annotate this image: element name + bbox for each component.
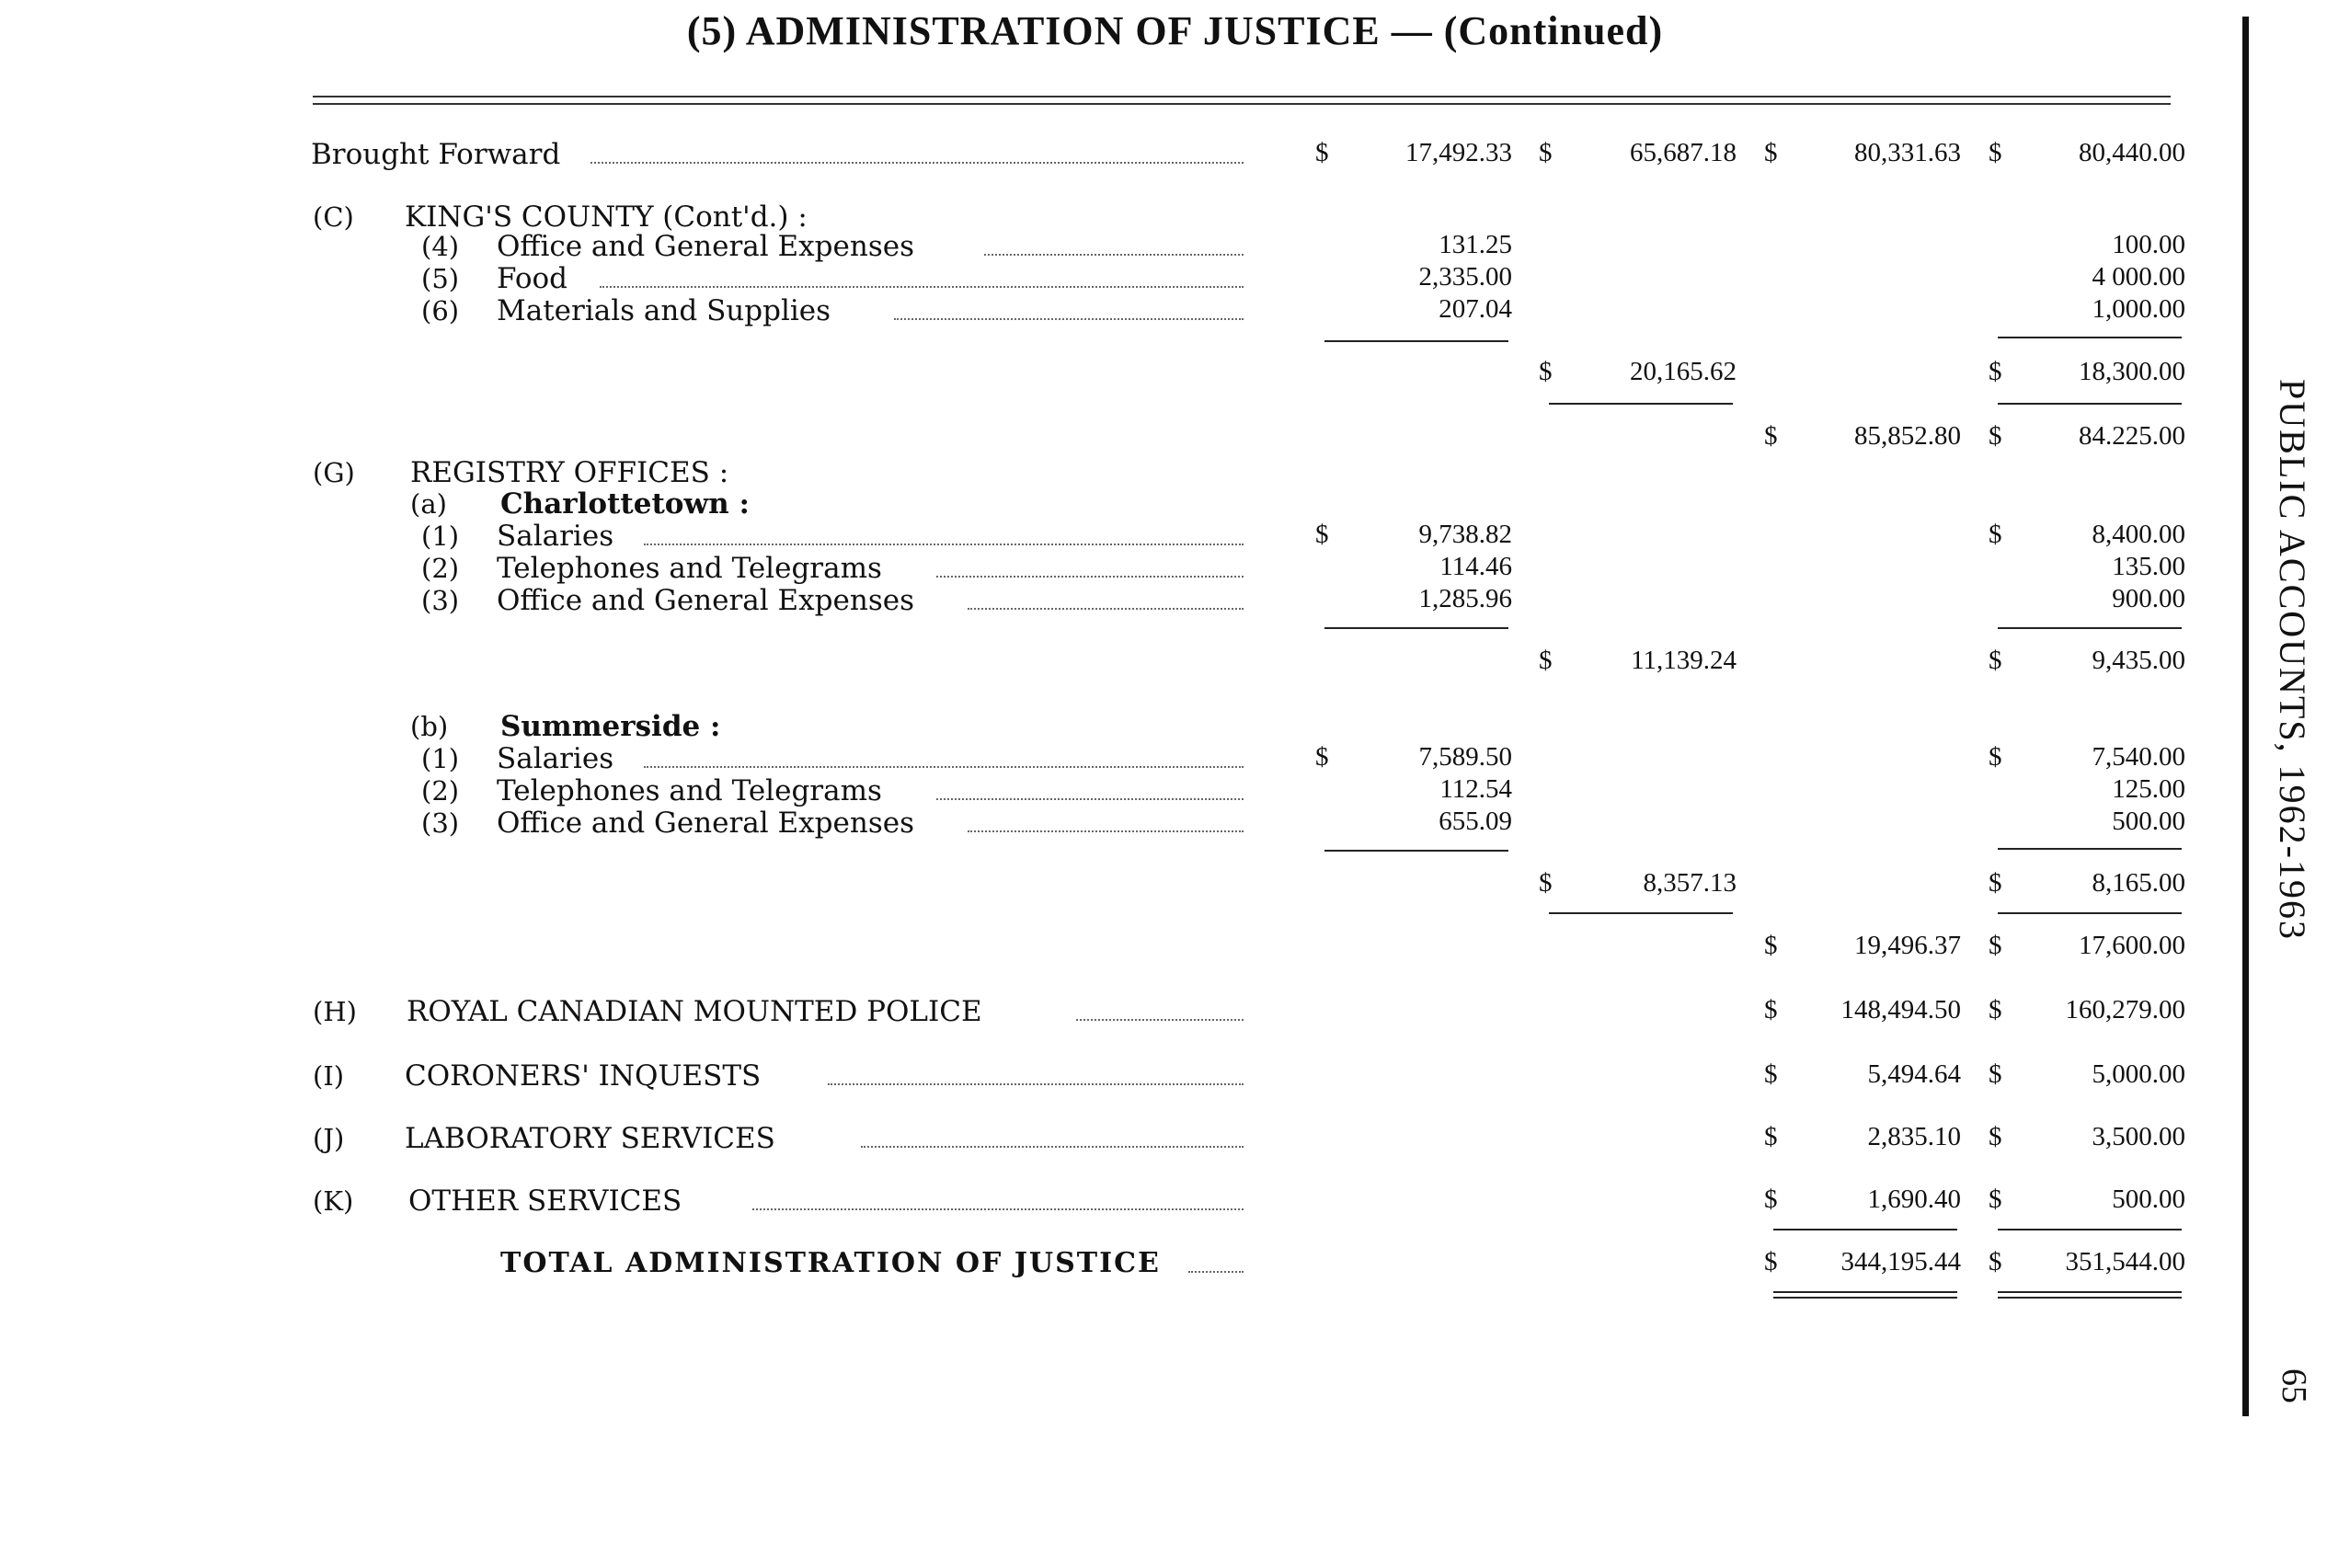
subtotal-estimate: 8,165.00 (2092, 868, 2185, 898)
section-total-estimate: 5,000.00 (2092, 1059, 2185, 1089)
estimate-value: 100.00 (2112, 230, 2185, 259)
brought-forward-col4: 80,440.00 (2079, 138, 2185, 167)
subtotal-rule (1324, 340, 1508, 342)
currency-sign: $ (1764, 931, 1778, 960)
section-code: (G) (313, 457, 355, 488)
dot-leader (1188, 1271, 1244, 1273)
estimate-value: 500.00 (2112, 807, 2185, 836)
estimate-value: 8,400.00 (2092, 520, 2185, 549)
dot-leader (752, 1208, 1244, 1210)
currency-sign: $ (1989, 138, 2002, 167)
subtotal-rule (1324, 850, 1508, 852)
currency-sign: $ (1539, 646, 1553, 675)
section-code: (K) (313, 1185, 354, 1217)
section-total-estimate: 500.00 (2112, 1185, 2185, 1214)
section-total: 2,835.10 (1867, 1122, 1961, 1151)
dot-leader (936, 576, 1244, 578)
item-code: (3) (421, 585, 460, 616)
currency-sign: $ (1989, 1247, 2002, 1276)
page-number: 65 (2275, 1368, 2313, 1403)
subsection-code: (a) (410, 488, 447, 520)
item-label: Materials and Supplies (497, 294, 831, 327)
section-heading: LABORATORY SERVICES (405, 1122, 775, 1155)
currency-sign: $ (1989, 995, 2002, 1024)
expended-value: 207.04 (1439, 294, 1512, 324)
side-running-title: PUBLIC ACCOUNTS, 1962-1963 (2272, 379, 2313, 941)
item-label: Office and General Expenses (497, 807, 914, 840)
subtotal-rule (1998, 337, 2182, 338)
currency-sign: $ (1764, 995, 1778, 1024)
currency-sign: $ (1539, 357, 1553, 386)
section-code: (C) (313, 201, 354, 233)
expended-value: 9,738.82 (1418, 520, 1512, 549)
expended-value: 114.46 (1439, 552, 1512, 581)
total-rule (1549, 912, 1733, 914)
expended-value: 112.54 (1439, 774, 1512, 804)
currency-sign: $ (1989, 646, 2002, 675)
currency-sign: $ (1989, 868, 2002, 898)
currency-sign: $ (1315, 138, 1329, 167)
dot-leader (861, 1146, 1244, 1148)
brought-forward-col3: 80,331.63 (1854, 138, 1961, 167)
section-total: 5,494.64 (1867, 1059, 1961, 1089)
currency-sign: $ (1989, 931, 2002, 960)
dot-leader (968, 608, 1244, 610)
section-total: 148,494.50 (1840, 995, 1961, 1024)
estimate-value: 900.00 (2112, 584, 2185, 613)
header-rule (313, 96, 2171, 97)
currency-sign: $ (1315, 742, 1329, 772)
expended-value: 655.09 (1439, 807, 1512, 836)
section-heading: KING'S COUNTY (Cont'd.) : (405, 200, 808, 234)
subtotal-estimate: 18,300.00 (2079, 357, 2185, 386)
currency-sign: $ (1764, 1247, 1778, 1276)
subsection-heading: Charlottetown : (500, 487, 750, 521)
margin-bar (2242, 17, 2249, 1416)
section-heading: CORONERS' INQUESTS (405, 1059, 762, 1093)
item-code: (2) (421, 553, 460, 584)
estimate-value: 135.00 (2112, 552, 2185, 581)
dot-leader (968, 830, 1244, 832)
dot-leader (894, 318, 1244, 320)
section-heading: OTHER SERVICES (408, 1185, 682, 1218)
item-code: (4) (421, 231, 460, 262)
dot-leader (936, 798, 1244, 800)
subsection-code: (b) (410, 711, 449, 742)
currency-sign: $ (1764, 421, 1778, 451)
header-rule (313, 103, 2171, 105)
item-code: (3) (421, 807, 460, 839)
subtotal-estimate: 9,435.00 (2092, 646, 2185, 675)
double-rule (1998, 1291, 2182, 1299)
currency-sign: $ (1764, 1059, 1778, 1089)
item-label: Telephones and Telegrams (497, 774, 882, 807)
currency-sign: $ (1764, 1122, 1778, 1151)
subtotal-rule (1998, 848, 2182, 850)
dot-leader (600, 286, 1244, 288)
grand-total-label: TOTAL ADMINISTRATION OF JUSTICE (500, 1247, 1161, 1279)
currency-sign: $ (1315, 520, 1329, 549)
currency-sign: $ (1764, 1185, 1778, 1214)
estimate-value: 7,540.00 (2092, 742, 2185, 772)
subtotal-value: 20,165.62 (1630, 357, 1737, 386)
item-label: Food (497, 262, 567, 295)
item-code: (2) (421, 775, 460, 807)
dot-leader (590, 162, 1244, 164)
item-label: Salaries (497, 520, 614, 553)
currency-sign: $ (1539, 138, 1553, 167)
grand-total-estimate: 351,544.00 (2065, 1247, 2185, 1276)
estimate-value: 125.00 (2112, 774, 2185, 804)
section-heading: ROYAL CANADIAN MOUNTED POLICE (407, 995, 982, 1028)
section-total-estimate: 160,279.00 (2065, 995, 2185, 1024)
section-total: 1,690.40 (1867, 1185, 1961, 1214)
section-heading: REGISTRY OFFICES : (410, 456, 729, 489)
double-rule (1773, 1291, 1957, 1299)
subsection-heading: Summerside : (500, 710, 721, 743)
section-total-estimate: 17,600.00 (2079, 931, 2185, 960)
dot-leader (1076, 1019, 1244, 1021)
expended-value: 1,285.96 (1418, 584, 1512, 613)
dot-leader (644, 544, 1244, 545)
item-code: (1) (421, 743, 460, 774)
section-total: 19,496.37 (1854, 931, 1961, 960)
total-rule (1998, 912, 2182, 914)
estimate-value: 1,000.00 (2092, 294, 2185, 324)
currency-sign: $ (1989, 357, 2002, 386)
currency-sign: $ (1539, 868, 1553, 898)
subtotal-rule (1324, 627, 1508, 629)
brought-forward-col1: 17,492.33 (1405, 138, 1512, 167)
subtotal-value: 8,357.13 (1643, 868, 1737, 898)
dot-leader (644, 766, 1244, 768)
dot-leader (828, 1083, 1244, 1085)
currency-sign: $ (1764, 138, 1778, 167)
item-label: Telephones and Telegrams (497, 552, 882, 585)
section-total: 85,852.80 (1854, 421, 1961, 451)
item-code: (1) (421, 521, 460, 552)
section-code: (J) (313, 1123, 345, 1154)
currency-sign: $ (1989, 1185, 2002, 1214)
total-rule (1773, 1229, 1957, 1230)
subtotal-rule (1998, 627, 2182, 629)
currency-sign: $ (1989, 1059, 2002, 1089)
item-code: (6) (421, 295, 460, 326)
currency-sign: $ (1989, 1122, 2002, 1151)
brought-forward-label: Brought Forward (311, 138, 561, 171)
section-code: (I) (313, 1060, 345, 1092)
grand-total-value: 344,195.44 (1840, 1247, 1961, 1276)
total-rule (1998, 403, 2182, 405)
item-code: (5) (421, 263, 460, 294)
expended-value: 131.25 (1439, 230, 1512, 259)
expended-value: 2,335.00 (1418, 262, 1512, 292)
item-label: Office and General Expenses (497, 230, 914, 263)
section-total-estimate: 3,500.00 (2092, 1122, 2185, 1151)
brought-forward-col2: 65,687.18 (1630, 138, 1737, 167)
dot-leader (984, 254, 1244, 256)
item-label: Office and General Expenses (497, 584, 914, 617)
subtotal-value: 11,139.24 (1631, 646, 1737, 675)
section-code: (H) (313, 996, 357, 1027)
section-total-estimate: 84.225.00 (2079, 421, 2185, 451)
total-rule (1998, 1229, 2182, 1230)
item-label: Salaries (497, 742, 614, 775)
total-rule (1549, 403, 1733, 405)
estimate-value: 4 000.00 (2092, 262, 2185, 292)
page-title: (5) ADMINISTRATION OF JUSTICE — (Continued) (686, 8, 1664, 53)
currency-sign: $ (1989, 520, 2002, 549)
currency-sign: $ (1989, 421, 2002, 451)
expended-value: 7,589.50 (1418, 742, 1512, 772)
currency-sign: $ (1989, 742, 2002, 772)
